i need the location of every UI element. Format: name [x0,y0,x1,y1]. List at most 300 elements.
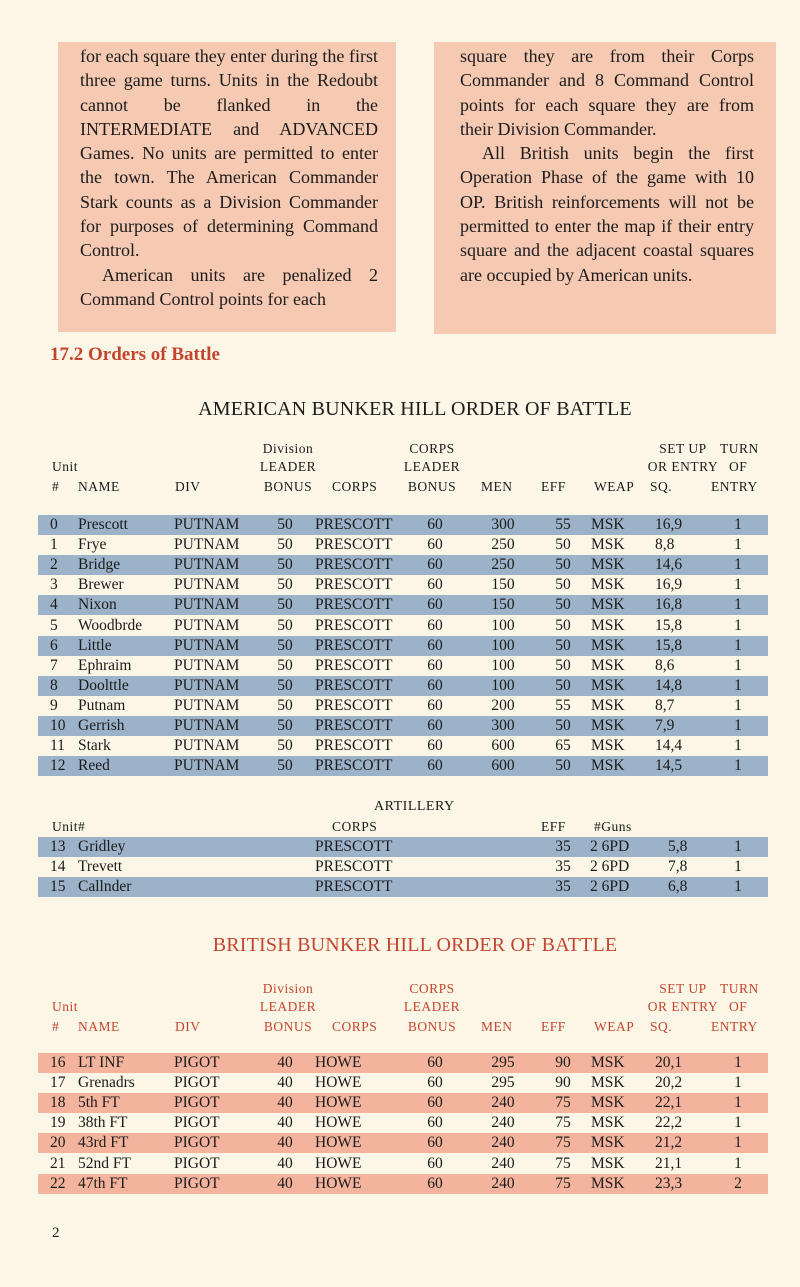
division: PUTNAM [174,737,240,755]
header-turn: TURN [720,441,759,456]
turn-of-entry: 1 [734,878,742,895]
setup-square: 15,8 [655,636,683,654]
setup-square: 7,8 [668,858,688,875]
corps-leader-bonus: 60 [427,1134,443,1152]
division-leader-bonus: 50 [277,696,293,714]
unit-number: 8 [50,676,58,694]
division-leader-bonus: 50 [277,536,293,554]
table-row [38,656,768,676]
table-row [38,535,768,555]
header-num: # [52,1019,60,1034]
unit-name: Grenadrs [78,1074,135,1092]
turn-of-entry: 1 [734,516,742,533]
weapon: MSK [591,1074,625,1092]
division-leader-bonus: 50 [277,737,293,755]
weapon: MSK [591,1114,625,1132]
setup-square: 16,9 [655,576,683,594]
division: PIGOT [174,1114,220,1132]
unit-name: Trevett [78,858,123,875]
division-leader-bonus: 50 [277,757,293,775]
header-division-leader: LEADER [259,999,317,1014]
division: PUTNAM [174,576,240,594]
corps-leader-bonus: 60 [427,516,443,533]
corps-leader-bonus: 60 [427,757,443,775]
turn-of-entry: 1 [734,757,742,775]
division: PIGOT [174,1174,220,1192]
corps: HOWE [315,1134,362,1152]
corps: HOWE [315,1114,362,1132]
unit-number: 3 [50,576,58,594]
header-corps: CORPS [332,1019,378,1034]
header-corps-leader: BONUS [407,479,457,494]
weapon: MSK [591,596,625,614]
effectiveness: 65 [555,737,571,755]
unit-number: 22 [50,1174,66,1192]
unit-name: 52nd FT [78,1154,131,1172]
setup-square: 22,1 [655,1094,683,1112]
unit-name: Gridley [78,838,126,855]
division: PUTNAM [174,696,240,714]
header-division-leader: BONUS [263,479,313,494]
men: 100 [491,616,515,634]
effectiveness: 50 [555,536,571,554]
weapon: MSK [591,636,625,654]
guns: 2 6PD [590,878,630,895]
turn-of-entry: 1 [734,596,742,614]
table-row [38,515,768,535]
turn-of-entry: 1 [734,576,742,594]
unit-name: 43rd FT [78,1134,129,1152]
setup-square: 21,1 [655,1154,683,1172]
weapon: MSK [591,536,625,554]
unit-number: 15 [50,878,66,895]
unit-name: Stark [78,737,111,755]
unit-name: Little [78,636,112,654]
corps: PRESCOTT [315,556,393,574]
unit-number: 11 [50,737,65,755]
page-number: 2 [52,1225,60,1241]
unit-number: 5 [50,616,58,634]
turn-of-entry: 1 [734,1114,742,1132]
turn-of-entry: 1 [734,656,742,674]
effectiveness: 50 [555,596,571,614]
division-leader-bonus: 50 [277,516,293,533]
header-corps-leader: LEADER [403,999,461,1014]
turn-of-entry: 1 [734,696,742,714]
unit-number: 13 [50,838,66,855]
header-turn: OF [729,459,748,474]
header-turn: OF [729,999,748,1014]
weapon: MSK [591,576,625,594]
header-eff: EFF [541,819,566,834]
header-division-leader: LEADER [259,459,317,474]
men: 150 [491,596,515,614]
corps-leader-bonus: 60 [427,636,443,654]
header-setup: SQ. [650,1019,673,1034]
division-leader-bonus: 40 [277,1134,293,1152]
effectiveness: 50 [555,676,571,694]
table-row [38,1154,768,1174]
men: 300 [491,516,515,533]
division-leader-bonus: 50 [277,676,293,694]
division: PUTNAM [174,757,240,775]
weapon: MSK [591,556,625,574]
division: PUTNAM [174,536,240,554]
unit-name: Ephraim [78,656,132,674]
division-leader-bonus: 40 [277,1054,293,1071]
setup-square: 8,6 [655,656,675,674]
corps-leader-bonus: 60 [427,656,443,674]
table-row [38,857,768,877]
setup-square: 21,2 [655,1134,683,1152]
unit-name: Putnam [78,696,126,714]
unit-name: Callnder [78,878,132,895]
corps: PRESCOTT [315,596,393,614]
header-men: MEN [481,479,513,494]
setup-square: 16,8 [655,596,683,614]
setup-square: 14,5 [655,757,683,775]
effectiveness: 75 [555,1174,571,1192]
effectiveness: 75 [555,1134,571,1152]
men: 600 [491,737,515,755]
division: PUTNAM [174,636,240,654]
division-leader-bonus: 50 [277,596,293,614]
turn-of-entry: 1 [734,737,742,755]
header-corps: CORPS [332,479,378,494]
men: 200 [491,696,515,714]
setup-square: 16,9 [655,516,683,533]
header-division-leader: Division [262,441,314,456]
rules-paragraph: American units are penalized 2 Command Control points for each [80,264,378,309]
table-row [38,1073,768,1093]
unit-number: 10 [50,717,66,734]
header-setup: SQ. [650,479,673,494]
division-leader-bonus: 50 [277,656,293,674]
effectiveness: 55 [555,696,571,714]
corps-leader-bonus: 60 [427,696,443,714]
table-row [38,636,768,656]
effectiveness: 35 [555,858,571,875]
corps: PRESCOTT [315,838,393,855]
division-leader-bonus: 40 [277,1114,293,1132]
header-unit: Unit [52,459,79,474]
division: PIGOT [174,1074,220,1092]
men: 100 [491,656,515,674]
men: 240 [491,1094,515,1112]
turn-of-entry: 1 [734,676,742,694]
header-weap: WEAP [594,1019,635,1034]
turn-of-entry: 1 [734,1134,742,1152]
unit-name: 47th FT [78,1174,128,1192]
weapon: MSK [591,656,625,674]
men: 240 [491,1114,515,1132]
header-weap: WEAP [594,479,635,494]
weapon: MSK [591,676,625,694]
effectiveness: 55 [555,516,571,533]
setup-square: 8,8 [655,536,675,554]
unit-number: 0 [50,516,58,533]
weapon: MSK [591,1094,625,1112]
header-division-leader: BONUS [263,1019,313,1034]
unit-number: 19 [50,1114,66,1132]
division: PUTNAM [174,596,240,614]
table-row [38,736,768,756]
unit-name: Brewer [78,576,124,594]
header-men: MEN [481,1019,513,1034]
table-row [38,1174,768,1194]
division: PUTNAM [174,516,240,533]
table-row [38,1093,768,1113]
rules-paragraph: for each square they enter during the first three game turns. Units in the Redoubt cannot be flanked in the INTERMEDIATE and ADVANCED Games. No units are permitted to enter the town. The American Commander Stark counts as a Division Commander for purposes of determining Command Control. [80,46,378,261]
division: PIGOT [174,1094,220,1112]
unit-name: Prescott [78,516,128,533]
unit-number: 17 [50,1074,66,1092]
effectiveness: 50 [555,556,571,574]
table-row [38,1133,768,1153]
corps: PRESCOTT [315,516,393,533]
header-corps-leader: BONUS [407,1019,457,1034]
corps-leader-bonus: 60 [427,616,443,634]
unit-name: 38th FT [78,1114,128,1132]
unit-number: 9 [50,696,58,714]
setup-square: 23,3 [655,1174,683,1192]
corps: PRESCOTT [315,717,393,734]
turn-of-entry: 1 [734,536,742,554]
header-unit: Unit [52,999,79,1014]
header-div: DIV [175,479,201,494]
division-leader-bonus: 40 [277,1094,293,1112]
division-leader-bonus: 50 [277,636,293,654]
setup-square: 6,8 [668,878,688,895]
unit-number: 4 [50,596,58,614]
men: 295 [491,1074,515,1092]
turn-of-entry: 1 [734,556,742,574]
division: PIGOT [174,1134,220,1152]
table-row [38,575,768,595]
corps: PRESCOTT [315,737,393,755]
setup-square: 20,2 [655,1074,683,1092]
header-div: DIV [175,1019,201,1034]
header-unit: Unit# [52,819,86,834]
division: PUTNAM [174,676,240,694]
rules-text-box-left [58,42,396,332]
rules-text-box-right [434,42,776,334]
turn-of-entry: 1 [734,1054,742,1071]
corps: PRESCOTT [315,757,393,775]
header-turn: ENTRY [711,1019,758,1034]
weapon: MSK [591,1174,625,1192]
guns: 2 6PD [590,838,630,855]
unit-number: 12 [50,757,66,775]
setup-square: 5,8 [668,838,688,855]
division: PUTNAM [174,656,240,674]
header-corps-leader: LEADER [403,459,461,474]
guns: 2 6PD [590,858,630,875]
turn-of-entry: 1 [734,636,742,654]
setup-square: 15,8 [655,616,683,634]
unit-number: 7 [50,656,58,674]
corps-leader-bonus: 60 [427,1154,443,1172]
men: 100 [491,636,515,654]
rules-paragraph: square they are from their Corps Commander and 8 Command Control points for each square they are from their Division Commander. [460,46,754,139]
table-row [38,716,768,736]
effectiveness: 50 [555,757,571,775]
men: 250 [491,536,515,554]
unit-number: 1 [50,536,58,554]
corps: PRESCOTT [315,878,393,895]
header-turn: ENTRY [711,479,758,494]
table-row [38,555,768,575]
table-row [38,696,768,716]
corps: PRESCOTT [315,536,393,554]
effectiveness: 50 [555,636,571,654]
effectiveness: 90 [555,1054,571,1071]
setup-square: 8,7 [655,696,675,714]
turn-of-entry: 1 [734,1154,742,1172]
corps: PRESCOTT [315,676,393,694]
unit-name: 5th FT [78,1094,120,1112]
turn-of-entry: 1 [734,838,742,855]
division-leader-bonus: 50 [277,576,293,594]
header-eff: EFF [541,1019,566,1034]
table-row [38,1113,768,1133]
setup-square: 14,6 [655,556,683,574]
section-heading: 17.2 Orders of Battle [50,344,220,365]
header-corps-leader: CORPS [409,981,455,996]
header-eff: EFF [541,479,566,494]
weapon: MSK [591,1054,625,1071]
header-corps-leader: CORPS [409,441,455,456]
corps-leader-bonus: 60 [427,676,443,694]
corps: HOWE [315,1174,362,1192]
men: 240 [491,1134,515,1152]
header-name: NAME [78,479,120,494]
table-row [38,877,768,897]
division: PIGOT [174,1054,220,1071]
unit-name: Frye [78,536,107,554]
header-num: # [52,479,60,494]
turn-of-entry: 1 [734,1074,742,1092]
header-division-leader: Division [262,981,314,996]
unit-name: Reed [78,757,110,775]
weapon: MSK [591,737,625,755]
corps-leader-bonus: 60 [427,1074,443,1092]
corps: HOWE [315,1154,362,1172]
setup-square: 14,4 [655,737,683,755]
table-row [38,676,768,696]
effectiveness: 75 [555,1094,571,1112]
effectiveness: 90 [555,1074,571,1092]
men: 150 [491,576,515,594]
division-leader-bonus: 50 [277,717,293,734]
weapon: MSK [591,1154,625,1172]
corps-leader-bonus: 60 [427,737,443,755]
table-row [38,756,768,776]
unit-name: Doolttle [78,676,129,694]
men: 100 [491,676,515,694]
unit-number: 16 [50,1054,66,1071]
artillery-title: ARTILLERY [374,799,455,814]
division: PIGOT [174,1154,220,1172]
corps: PRESCOTT [315,656,393,674]
turn-of-entry: 2 [734,1174,742,1192]
unit-number: 2 [50,556,58,574]
corps: PRESCOTT [315,696,393,714]
effectiveness: 75 [555,1154,571,1172]
corps: PRESCOTT [315,576,393,594]
table-row [38,837,768,857]
header-name: NAME [78,1019,120,1034]
header-setup: OR ENTRY [647,999,719,1014]
corps: HOWE [315,1074,362,1092]
corps-leader-bonus: 60 [427,576,443,594]
rules-paragraph: All British units begin the first Operation Phase of the game with 10 OP. British reinforcements will not be permitted to enter the map if their entry square and the adjacent coastal squares are occupied by American units. [460,143,754,285]
division-leader-bonus: 40 [277,1074,293,1092]
setup-square: 7,9 [655,717,675,734]
corps-leader-bonus: 60 [427,1114,443,1132]
corps-leader-bonus: 60 [427,1054,443,1071]
header-setup: SET UP [659,981,707,996]
american-table-title: AMERICAN BUNKER HILL ORDER OF BATTLE [198,398,632,420]
division: PUTNAM [174,616,240,634]
header-setup: SET UP [659,441,707,456]
corps-leader-bonus: 60 [427,556,443,574]
weapon: MSK [591,757,625,775]
men: 600 [491,757,515,775]
turn-of-entry: 1 [734,717,742,734]
setup-square: 22,2 [655,1114,683,1132]
weapon: MSK [591,696,625,714]
corps: PRESCOTT [315,858,393,875]
corps: PRESCOTT [315,616,393,634]
table-row [38,616,768,636]
effectiveness: 50 [555,616,571,634]
effectiveness: 50 [555,656,571,674]
unit-number: 20 [50,1134,66,1152]
unit-number: 21 [50,1154,66,1172]
effectiveness: 50 [555,576,571,594]
division-leader-bonus: 40 [277,1154,293,1172]
corps: HOWE [315,1094,362,1112]
weapon: MSK [591,616,625,634]
unit-number: 18 [50,1094,66,1112]
header-corps: CORPS [332,819,378,834]
turn-of-entry: 1 [734,858,742,875]
corps: HOWE [315,1054,362,1071]
header-turn: TURN [720,981,759,996]
unit-name: LT INF [78,1054,125,1071]
corps-leader-bonus: 60 [427,536,443,554]
table-row [38,595,768,615]
unit-name: Woodbrde [78,616,143,634]
weapon: MSK [591,516,625,533]
turn-of-entry: 1 [734,1094,742,1112]
men: 300 [491,717,515,734]
division-leader-bonus: 40 [277,1174,293,1192]
corps-leader-bonus: 60 [427,717,443,734]
division: PUTNAM [174,717,240,734]
unit-number: 14 [50,858,66,875]
header-guns: #Guns [594,819,632,834]
men: 240 [491,1154,515,1172]
corps-leader-bonus: 60 [427,596,443,614]
british-table-title: BRITISH BUNKER HILL ORDER OF BATTLE [212,934,618,956]
header-setup: OR ENTRY [647,459,719,474]
weapon: MSK [591,1134,625,1152]
turn-of-entry: 1 [734,616,742,634]
effectiveness: 35 [555,878,571,895]
setup-square: 14,8 [655,676,683,694]
